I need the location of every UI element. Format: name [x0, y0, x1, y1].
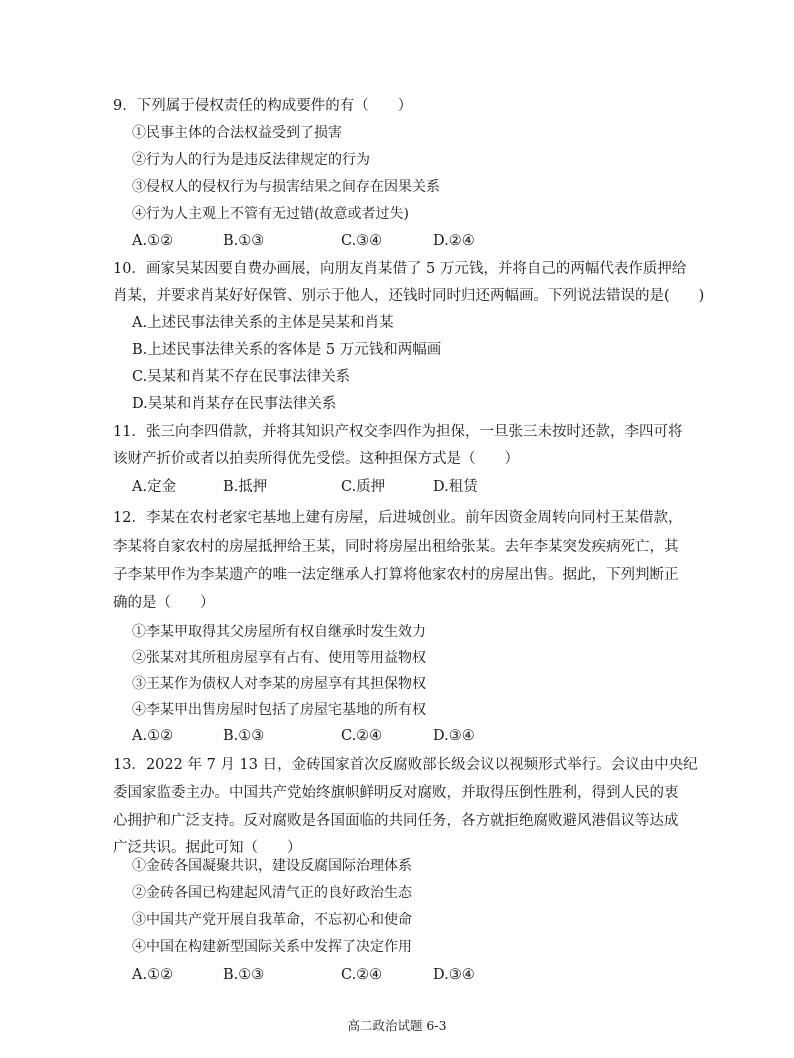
question-9-statement-4: ④行为人主观上不管有无过错(故意或者过失)	[132, 206, 409, 222]
question-10-stem-line-1: 10．画家吴某因要自费办画展，向朋友肖某借了 5 万元钱，并将自己的两幅代表作质押给	[113, 261, 687, 277]
question-10-stem-line-2: 肖某，并要求肖某好好保管、别示于他人，还钱时同时归还两幅画。下列说法错误的是( )	[113, 288, 705, 304]
question-13-statement-2: ②金砖各国已构建起风清气正的良好政治生态	[132, 885, 412, 901]
choice-d: D.租赁	[433, 479, 478, 495]
question-9-stem: 9．下列属于侵权责任的构成要件的有（ ）	[113, 98, 413, 114]
question-9-statement-3: ③侵权人的侵权行为与损害结果之间存在因果关系	[132, 179, 440, 195]
choice-d: D.②④	[433, 233, 475, 249]
question-12-stem-line-2: 李某将自家农村的房屋抵押给王某，同时将房屋出租给张某。去年李某突发疾病死亡，其	[113, 539, 679, 555]
choice-b: B.①③	[223, 233, 265, 249]
choice-a: A.①②	[132, 967, 174, 983]
question-13-statement-4: ④中国在构建新型国际关系中发挥了决定作用	[132, 939, 412, 955]
question-13-stem-line-4: 广泛共识。据此可知（ ）	[113, 840, 302, 856]
question-10-option-d: D.吴某和肖某存在民事法律关系	[132, 396, 337, 412]
choice-a: A.定金	[132, 479, 177, 495]
question-10-option-a: A.上述民事法律关系的主体是吴某和肖某	[132, 315, 394, 331]
question-11-stem-line-1: 11．张三向李四借款，并将其知识产权交李四作为担保，一旦张三未按时还款，李四可将	[113, 424, 683, 440]
page-footer: 高二政治试题 6-3	[347, 1018, 447, 1033]
question-9-statement-1: ①民事主体的合法权益受到了损害	[132, 125, 342, 141]
choice-b: B.①③	[223, 967, 265, 983]
question-13-statement-3: ③中国共产党开展自我革命，不忘初心和使命	[132, 912, 412, 928]
choice-c: C.质押	[341, 479, 386, 495]
question-10-option-b: B.上述民事法律关系的客体是 5 万元钱和两幅画	[132, 342, 442, 358]
question-12-stem-line-1: 12．李某在农村老家宅基地上建有房屋，后进城创业。前年因资金周转向同村王某借款，	[113, 510, 683, 526]
question-12-statement-1: ①李某甲取得其父房屋所有权自继承时发生效力	[132, 624, 426, 640]
question-9-statement-2: ②行为人的行为是违反法律规定的行为	[132, 152, 370, 168]
choice-a: A.①②	[132, 233, 174, 249]
choice-c: C.②④	[341, 728, 383, 744]
question-13-stem-line-1: 13．2022 年 7 月 13 日，金砖国家首次反腐败部长级会议以视频形式举行。会议由中央纪	[113, 757, 698, 773]
question-12-stem-line-4: 确的是（ ）	[113, 595, 215, 611]
question-13-stem-line-2: 委国家监委主办。中国共产党始终旗帜鲜明反对腐败，并取得压倒性胜利，得到人民的衷	[113, 785, 679, 801]
question-11-stem-line-2: 该财产折价或者以拍卖所得优先受偿。这种担保方式是（ ）	[113, 451, 519, 467]
question-12-statement-4: ④李某甲出售房屋时包括了房屋宅基地的所有权	[132, 702, 426, 718]
choice-d: D.③④	[433, 728, 475, 744]
question-13-statement-1: ①金砖各国凝聚共识，建设反腐国际治理体系	[132, 858, 412, 874]
choice-a: A.①②	[132, 728, 174, 744]
choice-b: B.抵押	[223, 479, 268, 495]
question-13-stem-line-3: 心拥护和广泛支持。反对腐败是各国面临的共同任务，各方就拒绝腐败避风港倡议等达成	[113, 813, 679, 829]
choice-c: C.②④	[341, 967, 383, 983]
choice-c: C.③④	[341, 233, 383, 249]
choice-d: D.③④	[433, 967, 475, 983]
question-10-option-c: C.吴某和肖某不存在民事法律关系	[132, 369, 351, 385]
question-12-statement-3: ③王某作为债权人对李某的房屋享有其担保物权	[132, 676, 426, 692]
question-12-statement-2: ②张某对其所租房屋享有占有、使用等用益物权	[132, 650, 426, 666]
question-12-stem-line-3: 子李某甲作为李某遗产的唯一法定继承人打算将他家农村的房屋出售。据此，下列判断正	[113, 567, 679, 583]
choice-b: B.①③	[223, 728, 265, 744]
